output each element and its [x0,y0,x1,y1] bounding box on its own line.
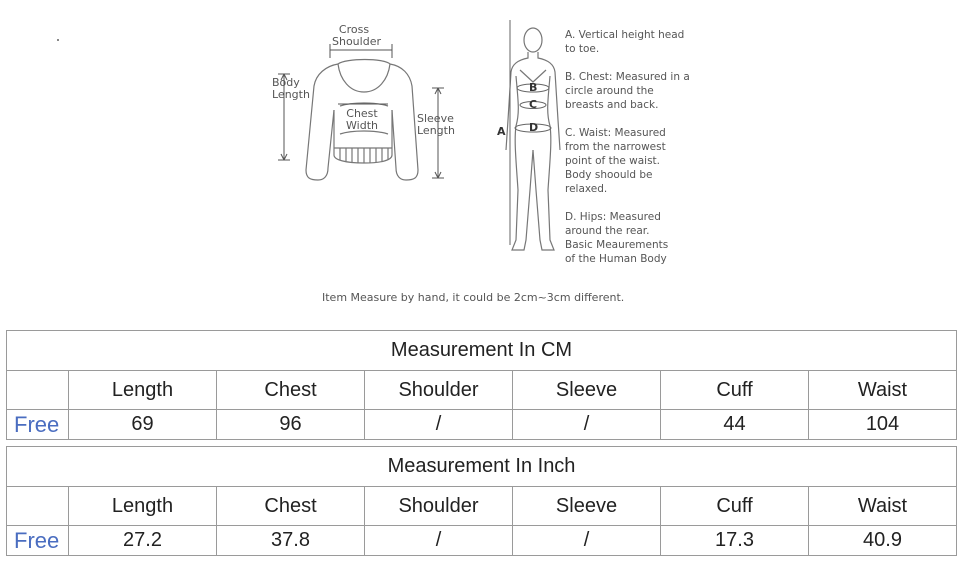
table-title: Measurement In Inch [7,447,957,487]
header-chest: Chest [217,371,365,410]
cross-shoulder-label: Cross Shoulder [332,23,381,48]
header-cuff: Cuff [661,371,809,410]
header-chest: Chest [217,487,365,526]
value-length: 69 [69,410,217,440]
body-figure [506,28,560,250]
value-sleeve: / [513,410,661,440]
measurement-notes [565,28,705,280]
sleeve-length-label: Sleeve Length [417,112,455,137]
disclaimer: Item Measure by hand, it could be 2cm~3cm different. [322,291,625,304]
value-waist: 104 [809,410,957,440]
note-c: C. Waist: Measured from the narrowest point of the waist. Body shoould be relaxed. [565,127,666,195]
value-length: 27.2 [69,526,217,556]
header-blank [7,371,69,410]
header-shoulder: Shoulder [365,487,513,526]
size-table-inch [6,446,957,556]
header-blank [7,487,69,526]
header-waist: Waist [809,371,957,410]
table-title: Measurement In CM [7,331,957,371]
note-a: A. Vertical height head to toe. [565,29,685,55]
row-label-free: Free [7,410,69,440]
header-cuff: Cuff [661,487,809,526]
value-waist: 40.9 [809,526,957,556]
row-label-free: Free [7,526,69,556]
chest-width-label: Chest Width [346,107,378,132]
header-waist: Waist [809,487,957,526]
size-table-cm [6,330,957,440]
note-b: B. Chest: Measured in a circle around the breasts and back. [565,71,690,111]
body-length-label: Body Length [272,76,310,101]
marker-b: B [529,81,538,94]
marker-a: A [497,125,506,138]
header-length: Length [69,371,217,410]
marker-c: C [529,98,538,111]
header-length: Length [69,487,217,526]
marker-d: D [529,121,539,134]
header-sleeve: Sleeve [513,487,661,526]
value-chest: 37.8 [217,526,365,556]
value-cuff: 44 [661,410,809,440]
value-chest: 96 [217,410,365,440]
header-sleeve: Sleeve [513,371,661,410]
header-shoulder: Shoulder [365,371,513,410]
value-cuff: 17.3 [661,526,809,556]
note-d: D. Hips: Measured around the rear. Basic Meaurements of the Human Body [565,211,669,265]
value-shoulder: / [365,410,513,440]
value-sleeve: / [513,526,661,556]
value-shoulder: / [365,526,513,556]
